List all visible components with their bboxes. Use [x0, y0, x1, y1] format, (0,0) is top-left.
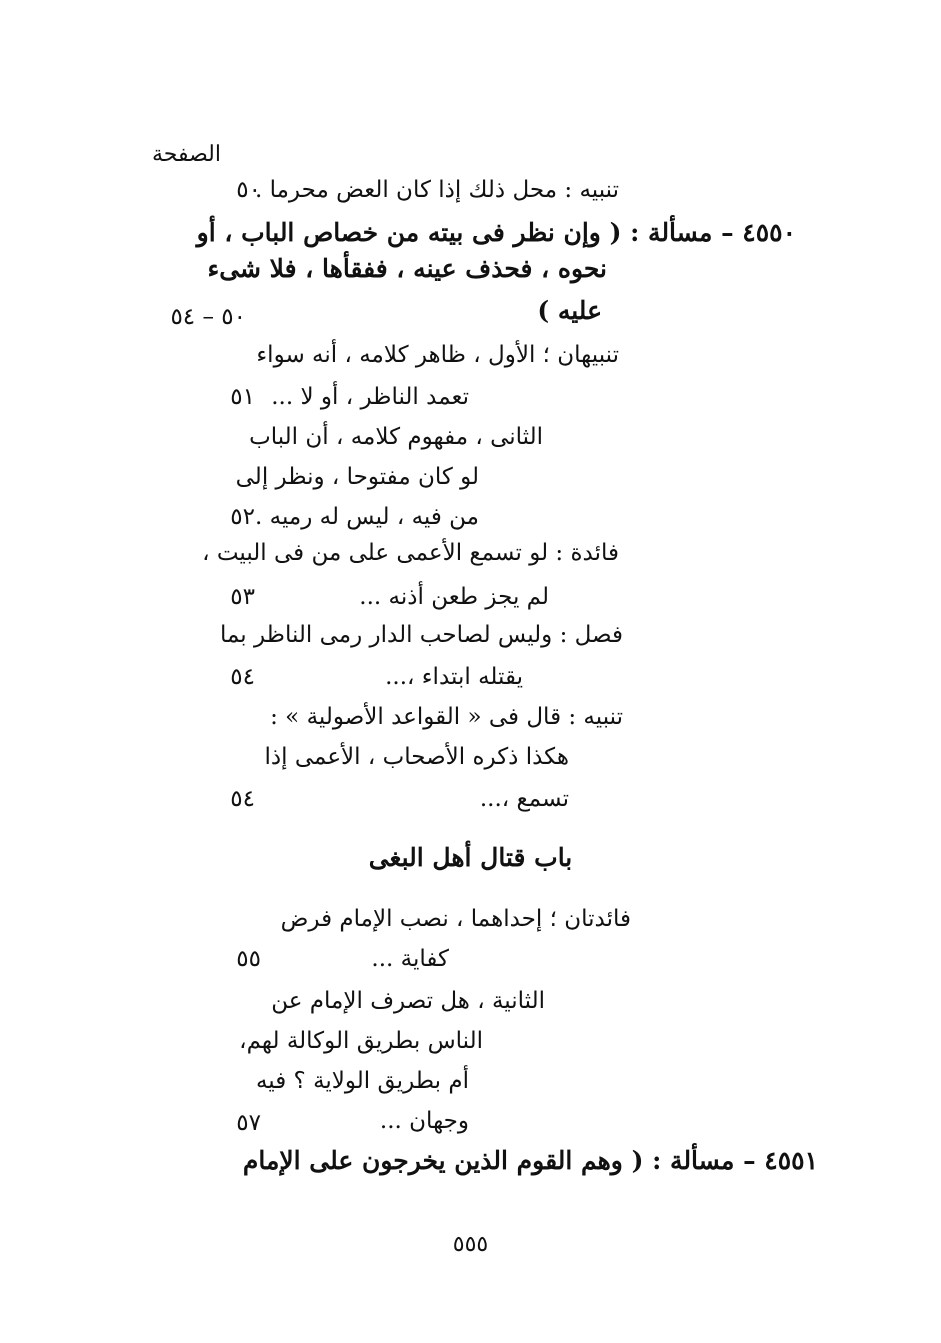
entry-text: هكذا ذكره الأصحاب ، الأعمى إذا: [264, 744, 569, 770]
entry-text: فائدة : لو تسمع الأعمى على من فى البيت ،: [202, 540, 619, 566]
entry-text: تنبيه : قال فى « القواعد الأصولية » :: [270, 704, 623, 730]
entry-page-number: ٥٠: [236, 177, 261, 203]
entry-text: فصل : وليس لصاحب الدار رمى الناظر بما: [219, 622, 623, 648]
entry-text: الثانية ، هل تصرف الإمام عن: [271, 988, 545, 1014]
entry-page-number: ٥٠ – ٥٤: [170, 304, 246, 330]
entry-text: ٤٥٥١ – مسألة : ( وهم القوم الذين يخرجون على الإمام: [242, 1146, 818, 1175]
entry-text: الثانى ، مفهوم كلامه ، أن الباب: [249, 424, 543, 450]
page-number: ٥٥٥: [452, 1232, 489, 1257]
entry-text: من فيه ، ليس له رميه .: [254, 504, 479, 530]
entry-text: وجهان ...: [379, 1108, 469, 1134]
entry-page-number: ٥٢: [230, 504, 255, 530]
entry-text: تعمد الناظر ، أو لا ...: [271, 384, 469, 410]
entry-page-number: ٥٣: [230, 584, 255, 610]
entry-text: يقتله ابتداء ،...: [385, 664, 523, 690]
entry-text: تنبيه : محل ذلك إذا كان العض محرما .: [254, 177, 619, 203]
entry-page-number: ٥٤: [230, 786, 255, 812]
entry-text: فائدتان ؛ إحداهما ، نصب الإمام فرض: [280, 906, 631, 932]
entry-text: أم بطريق الولاية ؟ فيه: [255, 1068, 469, 1094]
entry-text: كفاية ...: [371, 946, 449, 972]
entry-page-number: ٥٤: [230, 664, 255, 690]
entry-text: تنبيهان ؛ الأول ، ظاهر كلامه ، أنه سواء: [256, 342, 619, 368]
entry-text: لم يجز طعن أذنه ...: [359, 584, 549, 610]
entry-text: ٤٥٥٠ – مسألة : ( وإن نظر فى بيته من خصاص الباب ، أو: [196, 218, 796, 247]
entry-page-number: ٥١: [230, 384, 255, 410]
section-heading: باب قتال أهل البغى: [368, 843, 573, 872]
entry-text: تسمع ،...: [479, 786, 569, 812]
entry-text: لو كان مفتوحا ، ونظر إلى: [235, 464, 479, 490]
entry-page-number: ٥٥: [236, 946, 261, 972]
entry-text: الناس بطريق الوكالة لهم،: [239, 1028, 483, 1054]
entry-text: عليه ): [537, 296, 602, 325]
entry-page-number: ٥٧: [236, 1110, 261, 1136]
page-column-label: الصفحة: [151, 142, 221, 167]
entry-text: نحوه ، فحذف عينه ، ففقأها ، فلا شىء: [207, 254, 607, 283]
